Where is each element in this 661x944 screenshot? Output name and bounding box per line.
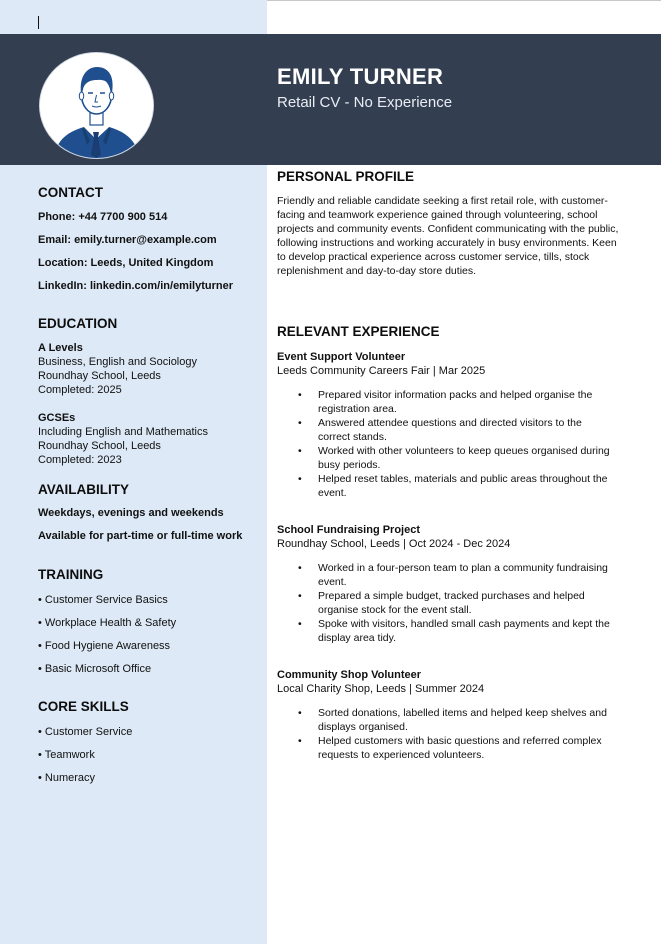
skill-item: • Numeracy — [38, 772, 96, 784]
education-subjects: Business, English and Sociology — [38, 356, 197, 368]
availability-section — [38, 482, 263, 543]
education-entry — [38, 411, 263, 467]
education-entry — [38, 341, 263, 397]
profile-text: Friendly and reliable candidate seeking a first retail role, with customer-facing and teamwork experience gained through volunteering, school projects and community events. Confident communicating with the public, following instructions and working accurately in busy environments. Keen to develop practical experience across customer service, tills, stock replenishment and day-to-day store duties. — [277, 195, 619, 277]
profile-section — [277, 169, 637, 278]
experience-heading: RELEVANT EXPERIENCE — [277, 324, 440, 339]
contact-phone: Phone: +44 7700 900 514 — [38, 211, 168, 223]
list-item: • Worked in a four-person team to plan a community fundraising event. — [298, 562, 608, 588]
contact-email: Email: emily.turner@example.com — [38, 234, 217, 246]
skill-item: • Teamwork — [38, 749, 95, 761]
job-title: Community Shop Volunteer — [277, 669, 422, 681]
list-item: • Helped reset tables, materials and public areas throughout the event. — [298, 473, 608, 499]
list-item: • Worked with other volunteers to keep queues organised during busy periods. — [298, 445, 610, 471]
skills-heading: CORE SKILLS — [38, 699, 129, 714]
text-cursor — [38, 16, 39, 29]
training-item: • Customer Service Basics — [38, 594, 168, 606]
availability-hours: Available for part-time or full-time work — [38, 530, 243, 542]
person-in-suit-icon — [40, 53, 153, 158]
top-border — [267, 0, 661, 1]
training-item: • Food Hygiene Awareness — [38, 640, 171, 652]
job-title: Event Support Volunteer — [277, 351, 406, 363]
experience-section — [277, 324, 637, 762]
availability-days: Weekdays, evenings and weekends — [38, 507, 224, 519]
education-completed: Completed: 2025 — [38, 384, 122, 396]
skill-item: • Customer Service — [38, 726, 133, 738]
job-meta: Leeds Community Careers Fair | Mar 2025 — [277, 365, 486, 377]
job-entry — [277, 523, 637, 645]
avatar — [39, 52, 154, 159]
education-completed: Completed: 2023 — [38, 454, 122, 466]
availability-heading: AVAILABILITY — [38, 482, 129, 497]
contact-section — [38, 185, 263, 293]
contact-linkedin: LinkedIn: linkedin.com/in/emilyturner — [38, 280, 233, 292]
candidate-name: EMILY TURNER — [277, 64, 444, 89]
job-points — [277, 706, 637, 762]
job-meta: Local Charity Shop, Leeds | Summer 2024 — [277, 683, 485, 695]
education-heading: EDUCATION — [38, 316, 118, 331]
job-points — [277, 561, 637, 645]
job-entry — [277, 350, 637, 500]
list-item: • Sorted donations, labelled items and helped keep shelves and displays organised. — [298, 707, 607, 733]
education-school: Roundhay School, Leeds — [38, 440, 161, 452]
contact-heading: CONTACT — [38, 185, 103, 200]
list-item: • Spoke with visitors, handled small cash payments and kept the display area tidy. — [298, 618, 610, 644]
education-subjects: Including English and Mathematics — [38, 426, 208, 438]
list-item: • Prepared a simple budget, tracked purchases and helped organise stock for the event stall. — [298, 590, 585, 616]
job-entry — [277, 668, 637, 762]
education-section — [38, 316, 263, 467]
education-title: GCSEs — [38, 412, 76, 424]
list-item: • Answered attendee questions and directed visitors to the correct stands. — [298, 417, 582, 443]
cv-subtitle: Retail CV - No Experience — [277, 94, 453, 111]
training-heading: TRAINING — [38, 567, 104, 582]
job-points — [277, 388, 637, 500]
skills-section — [38, 699, 263, 785]
education-title: A Levels — [38, 342, 83, 354]
training-item: • Workplace Health & Safety — [38, 617, 177, 629]
profile-heading: PERSONAL PROFILE — [277, 169, 415, 184]
contact-location: Location: Leeds, United Kingdom — [38, 257, 214, 269]
list-item: • Prepared visitor information packs and helped organise the registration area. — [298, 389, 593, 415]
education-school: Roundhay School, Leeds — [38, 370, 161, 382]
job-title: School Fundraising Project — [277, 524, 421, 536]
training-section — [38, 567, 263, 676]
list-item: • Helped customers with basic questions and referred complex requests to experienced volunteers. — [298, 735, 602, 761]
job-meta: Roundhay School, Leeds | Oct 2024 - Dec 2024 — [277, 538, 511, 550]
training-item: • Basic Microsoft Office — [38, 663, 152, 675]
